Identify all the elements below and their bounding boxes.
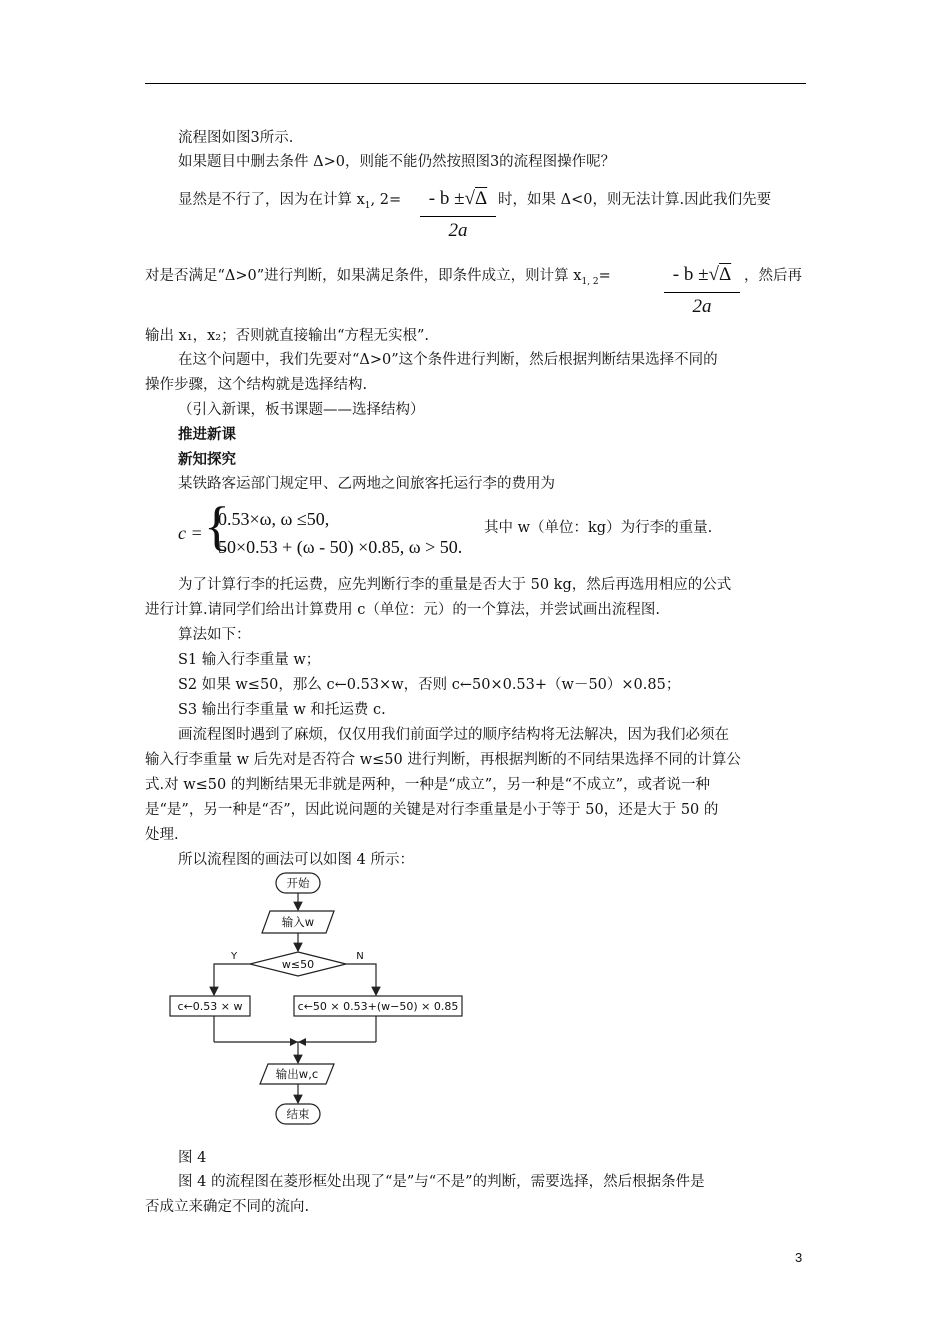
delta-symbol: Δ	[718, 264, 732, 285]
text-line: 是“是”，另一种是“否”，因此说问题的关键是对行李重量是小于等于 50，还是大于 50 的	[145, 802, 719, 818]
text-line: 图 4 的流程图在菱形框处出现了“是”与“不是”的判断，需要选择，然后根据条件是	[178, 1174, 705, 1190]
formula-case-2: 50×0.53 + (ω - 50) ×0.85, ω > 50.	[218, 537, 463, 557]
page-number: 3	[795, 1250, 803, 1265]
text-line: 输入行李重量 w 后先对是否符合 w≤50 进行判断，再根据判断的不同结果选择不同的计算公	[145, 752, 741, 768]
left-box-label: c←0.53 × w	[177, 1000, 243, 1013]
flowchart-figure	[160, 865, 480, 1135]
no-label: N	[356, 951, 364, 962]
formula-case-1: 0.53×ω, ω ≤50,	[218, 509, 330, 529]
section-heading: 推进新课	[178, 427, 236, 443]
text-line: 为了计算行李的托运费，应先判断行李的重量是否大于 50 kg，然后再选用相应的公式	[178, 577, 732, 593]
algorithm-step: S3 输出行李重量 w 和托运费 c.	[178, 702, 386, 718]
text-line: ，然后再	[744, 268, 802, 284]
fraction-bar	[664, 292, 740, 293]
text-line: 否成立来确定不同的流向.	[145, 1199, 310, 1215]
numerator-text: - b ±	[672, 264, 709, 285]
header-rule	[145, 83, 806, 84]
text-line: 如果题目中删去条件 Δ>0，则能不能仍然按照图3的流程图操作呢？	[178, 154, 616, 170]
merge-arrow-right	[298, 1038, 306, 1046]
text-line: 所以流程图的画法可以如图 4 所示：	[178, 852, 414, 868]
formula-lhs: c =	[178, 523, 203, 543]
text-part: =	[598, 268, 611, 284]
piecewise-formula	[178, 496, 478, 565]
text-part: 对是否满足“Δ>0”进行判断，如果满足条件，即条件成立，则计算 x	[145, 268, 582, 284]
subscript: 1, 2	[581, 276, 599, 287]
sqrt-sign: √	[708, 264, 719, 285]
numerator-text: - b ±	[428, 188, 465, 209]
root-formula-2	[664, 264, 740, 318]
yes-branch-line	[214, 964, 250, 995]
root-formula-1	[420, 188, 496, 242]
output-label: 输出w,c	[275, 1067, 319, 1081]
section-heading: 新知探究	[178, 452, 236, 468]
algorithm-step: S2 如果 w≤50，那么 c←0.53×w，否则 c←50×0.53+（w－50）×0.85；	[178, 677, 681, 693]
text-line: 输出 x₁，x₂；否则就直接输出“方程无实根”.	[145, 328, 430, 344]
text-line: 其中 w（单位：kg）为行李的重量.	[484, 520, 713, 536]
no-branch-line	[346, 964, 376, 995]
decision-label: w≤50	[281, 958, 315, 971]
text-line: 处理.	[145, 827, 179, 843]
text-line: 画流程图时遇到了麻烦，仅仅用我们前面学过的顺序结构将无法解决，因为我们必须在	[178, 727, 729, 743]
figure-caption: 图 4	[178, 1150, 207, 1166]
text-line: 操作步骤，这个结构就是选择结构.	[145, 377, 368, 393]
sqrt-sign: √	[464, 188, 475, 209]
text-line	[178, 190, 401, 216]
merge-arrow-left	[290, 1038, 298, 1046]
left-brace: {	[204, 496, 230, 556]
text-line: 流程图如图3所示.	[178, 130, 294, 146]
text-part: 显然是不行了，因为在计算 x	[178, 192, 365, 208]
text-line: 时，如果 Δ<0，则无法计算.因此我们先要	[498, 192, 772, 208]
subscript: 1	[364, 200, 371, 211]
yes-label: Y	[230, 951, 238, 962]
start-label: 开始	[286, 876, 310, 890]
text-line: 进行计算.请同学们给出计算费用 c（单位：元）的一个算法，并尝试画出流程图.	[145, 602, 660, 618]
algorithm-step: S1 输入行李重量 w；	[178, 652, 321, 668]
fraction-bar	[420, 216, 496, 217]
denominator: 2a	[692, 296, 712, 317]
text-line: 式.对 w≤50 的判断结果无非就是两种，一种是“成立”，另一种是“不成立”，或者说一种	[145, 777, 710, 793]
end-label: 结束	[286, 1107, 310, 1121]
text-line: 算法如下：	[178, 627, 251, 643]
input-label: 输入w	[281, 915, 315, 929]
denominator: 2a	[448, 220, 468, 241]
text-part: , 2=	[370, 192, 402, 208]
text-line: （引入新课，板书课题——选择结构）	[178, 402, 425, 418]
text-line: 某铁路客运部门规定甲、乙两地之间旅客托运行李的费用为	[178, 476, 555, 492]
text-line	[145, 266, 611, 292]
delta-symbol: Δ	[474, 188, 488, 209]
text-line: 在这个问题中，我们先要对“Δ>0”这个条件进行判断，然后根据判断结果选择不同的	[178, 352, 718, 368]
right-box-label: c←50 × 0.53+(w−50) × 0.85	[297, 1000, 459, 1013]
